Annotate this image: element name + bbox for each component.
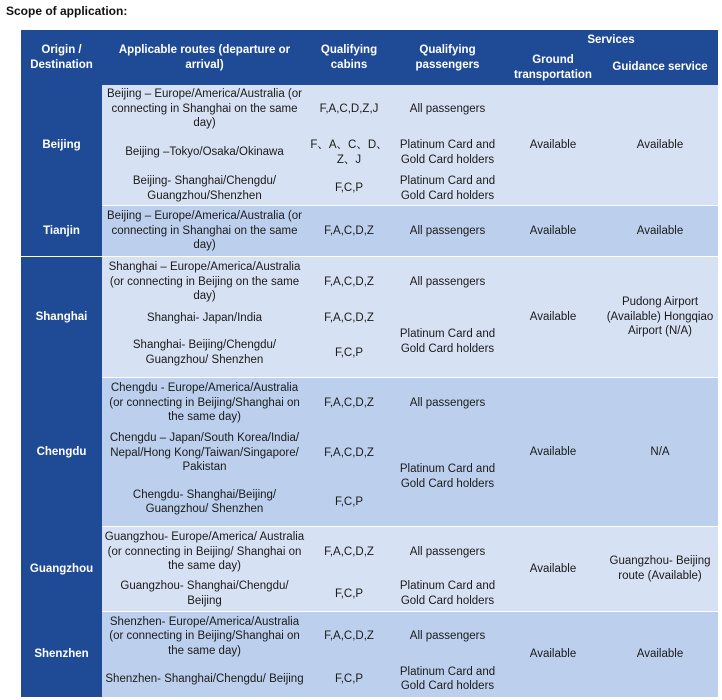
table-row <box>21 256 718 306</box>
route-cell: Guangzhou- Europe/America/ Australia (or connecting in Beijing/ Shanghai on the same day) <box>102 527 307 577</box>
cabins-cell: F,A,C,D,Z <box>307 428 391 478</box>
city-chengdu: Chengdu <box>21 377 102 526</box>
cabins-cell: F,C,P <box>307 172 391 206</box>
cabins-cell: F,A,C,D,Z <box>307 256 391 306</box>
ground-cell: Available <box>504 206 602 256</box>
cabins-cell: F,A,C,D,Z,J <box>307 85 391 133</box>
header-cabins: Qualifying cabins <box>307 30 391 85</box>
passengers-cell: All passengers <box>391 256 504 306</box>
table-row <box>21 377 718 427</box>
city-beijing: Beijing <box>21 85 102 206</box>
ground-cell: Available <box>504 85 602 206</box>
route-cell: Shenzhen- Europe/America/Australia (or connecting in Beijing/Shanghai on the same day) <box>102 611 307 661</box>
ground-cell: Available <box>504 377 602 526</box>
cabins-cell: F,C,P <box>307 478 391 526</box>
city-shenzhen: Shenzhen <box>21 611 102 697</box>
guidance-cell: Available <box>602 206 718 256</box>
route-cell: Chengdu - Europe/America/Australia (or connecting in Beijing/Shanghai on the same day) <box>102 377 307 427</box>
scope-table <box>21 30 718 697</box>
guidance-cell: N/A <box>602 377 718 526</box>
cabins-cell: F,A,C,D,Z <box>307 611 391 661</box>
page-title: Scope of application: <box>6 4 128 18</box>
route-cell: Beijing – Europe/America/Australia (or connecting in Shanghai on the same day) <box>102 206 307 256</box>
passengers-cell: Platinum Card and Gold Card holders <box>391 307 504 378</box>
passengers-cell: Platinum Card and Gold Card holders <box>391 428 504 527</box>
city-shanghai: Shanghai <box>21 256 102 377</box>
ground-cell: Available <box>504 611 602 697</box>
header-services: Services <box>504 30 718 50</box>
city-tianjin: Tianjin <box>21 206 102 256</box>
city-guangzhou: Guangzhou <box>21 527 102 612</box>
guidance-cell: Pudong Airport (Available) Hongqiao Airport (N/A) <box>602 256 718 377</box>
table-row <box>21 85 718 133</box>
route-cell: Chengdu- Shanghai/Beijing/ Guangzhou/ Shenzhen <box>102 478 307 526</box>
passengers-cell: All passengers <box>391 206 504 256</box>
header-passengers: Qualifying passengers <box>391 30 504 85</box>
cabins-cell: F,C,P <box>307 577 391 611</box>
header-routes: Applicable routes (departure or arrival) <box>102 30 307 85</box>
cabins-cell: F,A,C,D,Z <box>307 377 391 427</box>
route-cell: Beijing – Europe/America/Australia (or connecting in Shanghai on the same day) <box>102 85 307 133</box>
cabins-cell: F,A,C,D,Z <box>307 527 391 577</box>
table-row <box>21 611 718 661</box>
cabins-cell: F,A,C,D,Z <box>307 307 391 329</box>
cabins-cell: F,C,P <box>307 329 391 377</box>
cabins-cell: F,C,P <box>307 662 391 697</box>
header-origin: Origin / Destination <box>21 30 102 85</box>
passengers-cell: All passengers <box>391 527 504 577</box>
table-row <box>21 206 718 256</box>
guidance-cell: Available <box>602 85 718 206</box>
table-row <box>21 527 718 577</box>
route-cell: Chengdu – Japan/South Korea/India/ Nepal/Hong Kong/Taiwan/Singapore/ Pakistan <box>102 428 307 478</box>
route-cell: Beijing –Tokyo/Osaka/Okinawa <box>102 133 307 171</box>
route-cell: Shanghai – Europe/America/Australia (or connecting in Beijing on the same day) <box>102 256 307 306</box>
passengers-cell: All passengers <box>391 611 504 661</box>
passengers-cell: Platinum Card and Gold Card holders <box>391 172 504 206</box>
ground-cell: Available <box>504 527 602 612</box>
route-cell: Shanghai- Beijing/Chengdu/ Guangzhou/ Shenzhen <box>102 329 307 377</box>
route-cell: Beijing- Shanghai/Chengdu/ Guangzhou/Shenzhen <box>102 172 307 206</box>
route-cell: Shanghai- Japan/India <box>102 307 307 329</box>
passengers-cell: All passengers <box>391 85 504 133</box>
table-header <box>21 30 718 85</box>
header-guidance: Guidance service <box>602 50 718 85</box>
passengers-cell: Platinum Card and Gold Card holders <box>391 133 504 171</box>
passengers-cell: Platinum Card and Gold Card holders <box>391 577 504 611</box>
ground-cell: Available <box>504 256 602 377</box>
cabins-cell: F、A、C、D、Z、J <box>307 133 391 171</box>
route-cell: Shenzhen- Shanghai/Chengdu/ Beijing <box>102 662 307 697</box>
route-cell: Guangzhou- Shanghai/Chengdu/ Beijing <box>102 577 307 611</box>
passengers-cell: All passengers <box>391 377 504 427</box>
passengers-cell: Platinum Card and Gold Card holders <box>391 662 504 697</box>
guidance-cell: Available <box>602 611 718 697</box>
header-ground: Ground transportation <box>504 50 602 85</box>
guidance-cell: Guangzhou- Beijing route (Available) <box>602 527 718 612</box>
cabins-cell: F,A,C,D,Z <box>307 206 391 256</box>
